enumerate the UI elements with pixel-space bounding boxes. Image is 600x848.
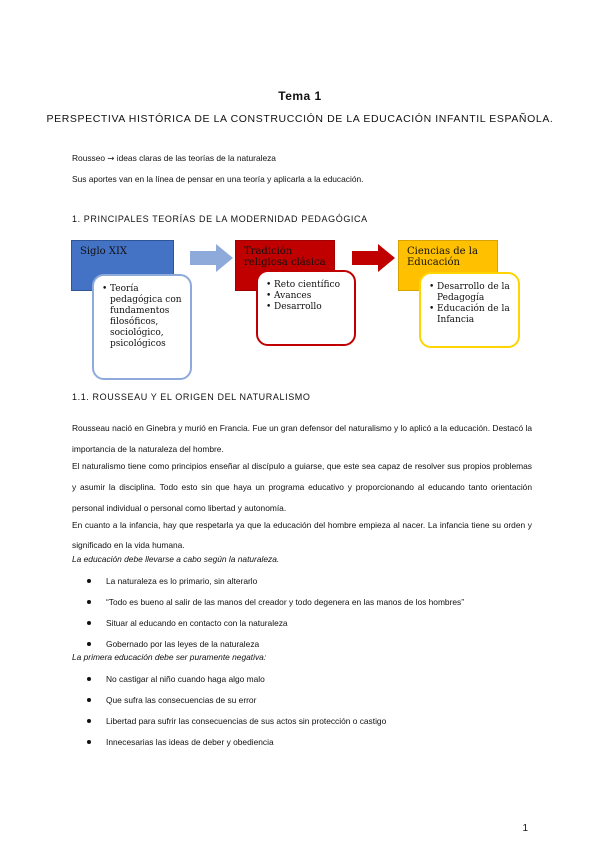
right-arrow-icon: → <box>107 153 115 163</box>
italic-statement-1: La educación debe llevarse a cabo según la naturaleza. <box>72 554 280 564</box>
diagram-card-item: • Desarrollo <box>266 302 346 313</box>
diagram-card-item: • Reto científico <box>266 280 346 291</box>
diagram-card-siglo-xix <box>92 274 192 380</box>
section-1-1-heading: 1.1. ROUSSEAU Y EL ORIGEN DEL NATURALISMO <box>72 392 311 402</box>
diagram-header-ciencias: Ciencias de la Educación <box>398 240 498 291</box>
arrow-right-icon <box>352 243 397 273</box>
list-item: Innecesarias las ideas de deber y obediencia <box>86 737 536 747</box>
italic-statement-2: La primera educación debe ser puramente negativa: <box>72 652 267 662</box>
paragraph-3: En cuanto a la infancia, hay que respetarla ya que la educación del hombre empieza al nacer. La infancia tiene su orden y significado en la vida humana. <box>72 520 532 550</box>
intro-text: ideas claras de las teorías de la naturaleza <box>116 153 276 163</box>
topic-title: Tema 1 <box>278 89 322 103</box>
intro-name: Rousseo <box>72 153 106 163</box>
document-title: PERSPECTIVA HISTÓRICA DE LA CONSTRUCCIÓN DE LA EDUCACIÓN INFANTIL ESPAÑOLA. <box>46 113 554 125</box>
diagram-card-item: • Teoría pedagógica con fundamentos filosóficos, sociológico, psicológicos <box>102 284 182 350</box>
diagram-header-siglo-xix: Siglo XIX <box>71 240 174 291</box>
diagram-card-item: • Educación de la Infancia <box>429 304 510 326</box>
list-item: Situar al educando en contacto con la naturaleza <box>86 618 536 628</box>
diagram-card-ciencias <box>419 272 520 348</box>
section-1-heading: 1. PRINCIPALES TEORÍAS DE LA MODERNIDAD PEDAGÓGICA <box>72 214 368 224</box>
list-item: Que sufra las consecuencias de su error <box>86 695 536 705</box>
paragraph-1: Rousseau nació en Ginebra y murió en Francia. Fue un gran defensor del naturalismo y lo aplicó a la educación. Destacó la importancia de la naturaleza del hombre. <box>72 423 532 454</box>
diagram-card-item: • Avances <box>266 291 346 302</box>
list-item: Libertad para sufrir las consecuencias de sus actos sin protección o castigo <box>86 716 536 726</box>
list-item: La naturaleza es lo primario, sin alterarlo <box>86 576 536 586</box>
list-item: No castigar al niño cuando haga algo malo <box>86 674 536 684</box>
intro-line-1 <box>72 153 532 163</box>
diagram-card-tradicion <box>256 270 356 346</box>
arrow-right-icon <box>190 243 235 273</box>
list-item: Gobernado por las leyes de la naturaleza <box>86 639 536 649</box>
nature-list <box>86 576 536 649</box>
diagram-header-tradicion: Tradición religiosa clásica <box>235 240 335 291</box>
negative-education-list <box>86 674 536 747</box>
page-number: 1 <box>522 823 528 834</box>
paragraph-2: El naturalismo tiene como principios enseñar al discípulo a guiarse, que este sea capaz de resolver sus propios problemas y asumir la disciplina. Todo esto sin que haya un programa educativo y proporcionando al educando tanto orientación personal individual o personal como libertad y autonomía. <box>72 461 532 513</box>
diagram-card-item: • Desarrollo de la Pedagogía <box>429 282 510 304</box>
list-item: “Todo es bueno al salir de las manos del creador y todo degenera en las manos de los hombres” <box>86 597 536 607</box>
intro-line-2: Sus aportes van en la línea de pensar en una teoría y aplicarla a la educación. <box>72 174 364 184</box>
